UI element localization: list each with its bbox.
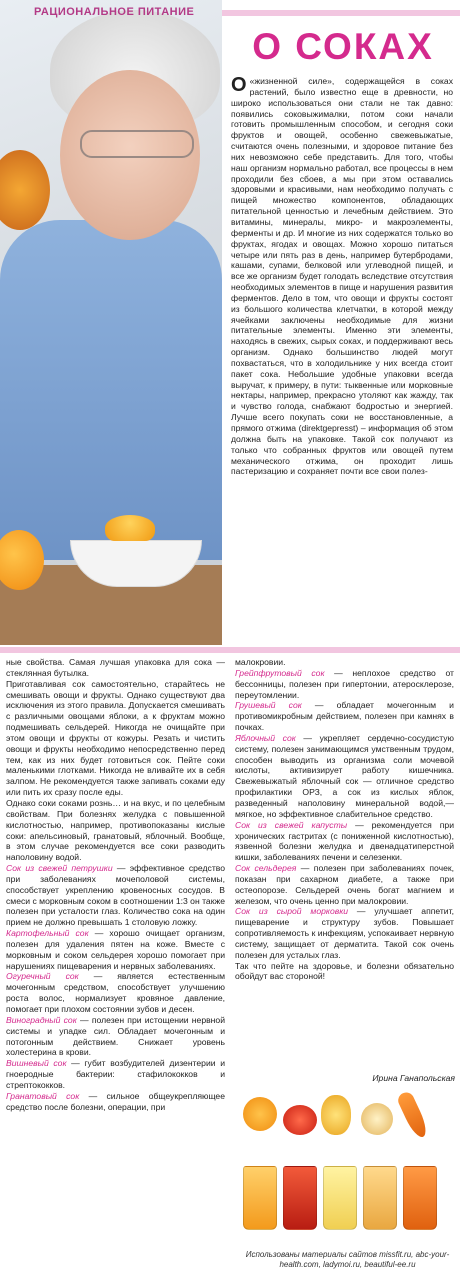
juice-name: Картофельный сок — [6, 928, 89, 939]
pineapple-fruit — [321, 1095, 351, 1135]
paragraph: Однако соки соками рознь… и на вкус, и по целебным свойствам. При болезнях желудка с повышенной кислотностью, например, противопоказаны кислые соки: апельсиновый, гранатовый, яблочный. Вообще, в этом случае рекомендуется все соки разводить наполовину водой. — [6, 797, 225, 863]
glass-pineapple-juice — [323, 1166, 357, 1230]
juice-name: Сок сельдерея — [235, 863, 297, 874]
juice-description: — рекомендуется при хронических гастритах (с пониженной кислотностью), язвенной болезни желудка и двенадцатиперстной кишки, заболеваниях печени и селезенки. — [235, 819, 454, 863]
juice-description: — полезен при заболеваниях почек, показан при сахарном диабете, а также при остеопорозе. Сельдерей очень богат магнием и железом, что очень ценно при малокровии. — [235, 863, 454, 906]
section-divider — [0, 647, 460, 653]
juice-description: — полезен при истощении нервной системы и упадке сил. Обладает мочегонным и потогонным действием. Снижает уровень холестерина в крови. — [6, 1014, 225, 1058]
dropcap: О — [231, 76, 247, 96]
juice-description: — хорошо очищает организм, полезен для удаления пятен на коже. Вместе с морковным и соком сельдерея хорошо помогает при нарушениях пищеварения и нервных заболеваниях. — [6, 928, 225, 971]
juice-entry — [235, 820, 454, 863]
glass-tomato-juice — [283, 1166, 317, 1230]
fruit-bowl — [0, 150, 50, 230]
orange-fruit — [243, 1097, 277, 1131]
intro-text: «жизненной силе», содержащейся в соках растений, было известно еще в древности, но широко использоваться они стали не так давно: появились соковыжималки, потом соки начали готовить промышленным способом, и сегодня соки фруктов и овощей, особенно свежевыжатые, считаются очень полезными, и здоровое питание без них невозможно себе представить. Для того, чтобы наш организм нормально работал, все процессы в нем проходили без сбоев, а мы при этом оставались здоровыми и красивыми, нам необходимо получать с пищей множество компонентов, обладающих питательной ценностью и лечебным действием. Это витамины, минералы, микро- и макроэлементы, ферменты и др. И многие из них содержатся только во фруктах, ягодах и овощах. Можно хорошо питаться четыре или пять раз в день, например бутербродами, кашами, супами, белковой или углеводной пищей, и все же организм будет голодать вследствие отсутствия необходимых элементов в пище и нарушения развития ферментов. Дело в том, что овощи и фрукты состоят из большого количества клетчатки, в которой между ячейками заключены необходимые для жизни питательные элементы. Именно эти элементы, находясь в свежих, сырых соках, и поддерживают весь организм. Однако большинство людей могут похвастаться, что в холодильнике у них всегда стоит пакет сока. Небольшие удобные упаковки всегда выручат, к примеру, в пути: тыквенные или морковные нектары, например, прекрасно утоляют как жажду, так и чувство голода, снабжают бодростью и энергией. Лучше всего покупать соки не восстановленные, а прямого отжима (direktgepresst) – информация об этом должна быть на упаковке. Такой сок получают из только что собранных фруктов или овощей путем механического отжима, он проходит лишь пастеризацию и сохраняет почти все свои полез- — [231, 76, 453, 477]
header-ribbon — [0, 0, 460, 20]
apple-fruit — [361, 1103, 393, 1135]
juice-entry — [235, 906, 454, 960]
juice-name: Грушевый сок — [235, 700, 302, 711]
paragraph: малокровии. — [235, 657, 286, 667]
juice-entry — [235, 863, 454, 906]
juice-entry — [235, 668, 454, 701]
article-intro-column — [231, 76, 453, 646]
carrot-fruit — [396, 1090, 431, 1140]
juice-description: — губит возбудителей дизентерии и гноеродные бактерии: стафилококков и стрептококков. — [6, 1058, 225, 1090]
juice-name: Сок из свежей петрушки — [6, 863, 113, 874]
tomato-fruit — [283, 1105, 317, 1135]
photo-elderly-woman-juicing — [0, 0, 222, 645]
juice-name: Вишневый сок — [6, 1058, 67, 1069]
juice-description: — сильное общеукрепляющее средство после болезни, операции, при — [6, 1090, 225, 1112]
juice-description: — обладает мочегонным и противомикробным действием, полезен при камнях в почках. — [235, 700, 454, 733]
juice-list-right — [235, 668, 454, 961]
article-title: О СОКАХ — [252, 26, 434, 67]
paragraph: ные свойства. Самая лучшая упаковка для сока — стеклянная бутылка. — [6, 657, 225, 678]
juice-entry — [235, 700, 454, 733]
juice-description: — эффективное средство при заболеваниях мочеполовой системы, способствует укреплению кровеносных сосудов. В смеси с морковным соком в соотношении 1:3 он также полезен при усталости глаз. Количество сока на один прием не должно превышать 1 столовую ложку. — [6, 863, 225, 928]
juice-entry — [6, 928, 225, 971]
left-column — [6, 657, 225, 1273]
juice-name: Яблочный сок — [235, 732, 296, 743]
orange-on-squeezer — [105, 515, 155, 541]
closing-paragraph: Так что пейте на здоровье, и болезни обязательно обойдут вас стороной! — [235, 960, 454, 982]
juice-description: — неплохое средство от бессонницы, полезен при гипертонии, атеросклерозе, переутомлении. — [235, 667, 454, 700]
juice-description: — является естественным мочегонным средством, способствует улучшению роста волос, нормализует кровяное давление, помогает при плохом состоянии зубов и десен. — [6, 971, 225, 1014]
juice-entry — [6, 1058, 225, 1091]
juice-entry — [6, 1091, 225, 1113]
juice-name: Грейпфрутовый сок — [235, 667, 325, 678]
juice-name: Виноградный сок — [6, 1014, 77, 1025]
ribbon-bar — [222, 10, 460, 16]
juice-name: Сок из свежей капусты — [235, 819, 348, 830]
juice-name: Гранатовый сок — [6, 1090, 80, 1101]
right-column — [235, 657, 454, 1077]
juice-glasses-illustration — [235, 1085, 460, 1250]
paragraph: Приготавливая сок самостоятельно, старайтесь не смешивать овощи и фрукты. Однако существуют два исключения из этого правила. Допускается смешивать с различными овощами яблоки, а к фруктам можно подмешивать сельдерей. Никогда не очищайте при этом овощи и фрукты от кожуры. Резать и чистить овощи и фрукты необходимо непосредственно перед тем, как из них будет готовиться сок. Пейте соки маленькими глотками. Никогда не вливайте их в себя залпом. Не рекомендуется также запивать соками еду или пить их сразу после еды. — [6, 678, 225, 798]
juice-entry — [6, 863, 225, 928]
juice-entry — [6, 1015, 225, 1058]
glass-carrot-juice — [403, 1166, 437, 1230]
section-label: РАЦИОНАЛЬНОЕ ПИТАНИЕ — [34, 6, 195, 18]
author-signature: Ирина Ганапольская — [372, 1073, 455, 1083]
sources-credit: Использованы материалы сайтов missfit.ru, abc-your-health.com, ladymoi.ru, beautiful-ee.ru — [245, 1250, 450, 1269]
glass-apple-juice — [363, 1166, 397, 1230]
juice-entry — [6, 971, 225, 1014]
juice-entry — [235, 733, 454, 820]
shirt — [0, 220, 222, 560]
glass-orange-juice — [243, 1166, 277, 1230]
juice-name: Сок из сырой морковки — [235, 906, 349, 917]
juice-description: — улучшает аппетит, пищеварение и структуру зубов. Повышает сопротивляемость к инфекциям, успокаивает нервную систему, защищает от дерматита. Такой сок очень полезен для усталых глаз. — [235, 906, 454, 960]
glasses — [80, 130, 194, 158]
juice-name: Огуречный сок — [6, 971, 79, 982]
juice-description: — укрепляет сердечно-сосудистую систему, полезен занимающимся умственным трудом, способен выводить из организма соли мочевой кислоты, активизирует работу кишечника. Свежевыжатый яблочный сок — отличное средство профилактики ОРЗ, а сок из кислых яблок, разведенный наполовину минеральной водой,— мягкое, но эффективное слабительное средство. — [235, 732, 454, 819]
juice-list-left — [6, 863, 225, 1112]
